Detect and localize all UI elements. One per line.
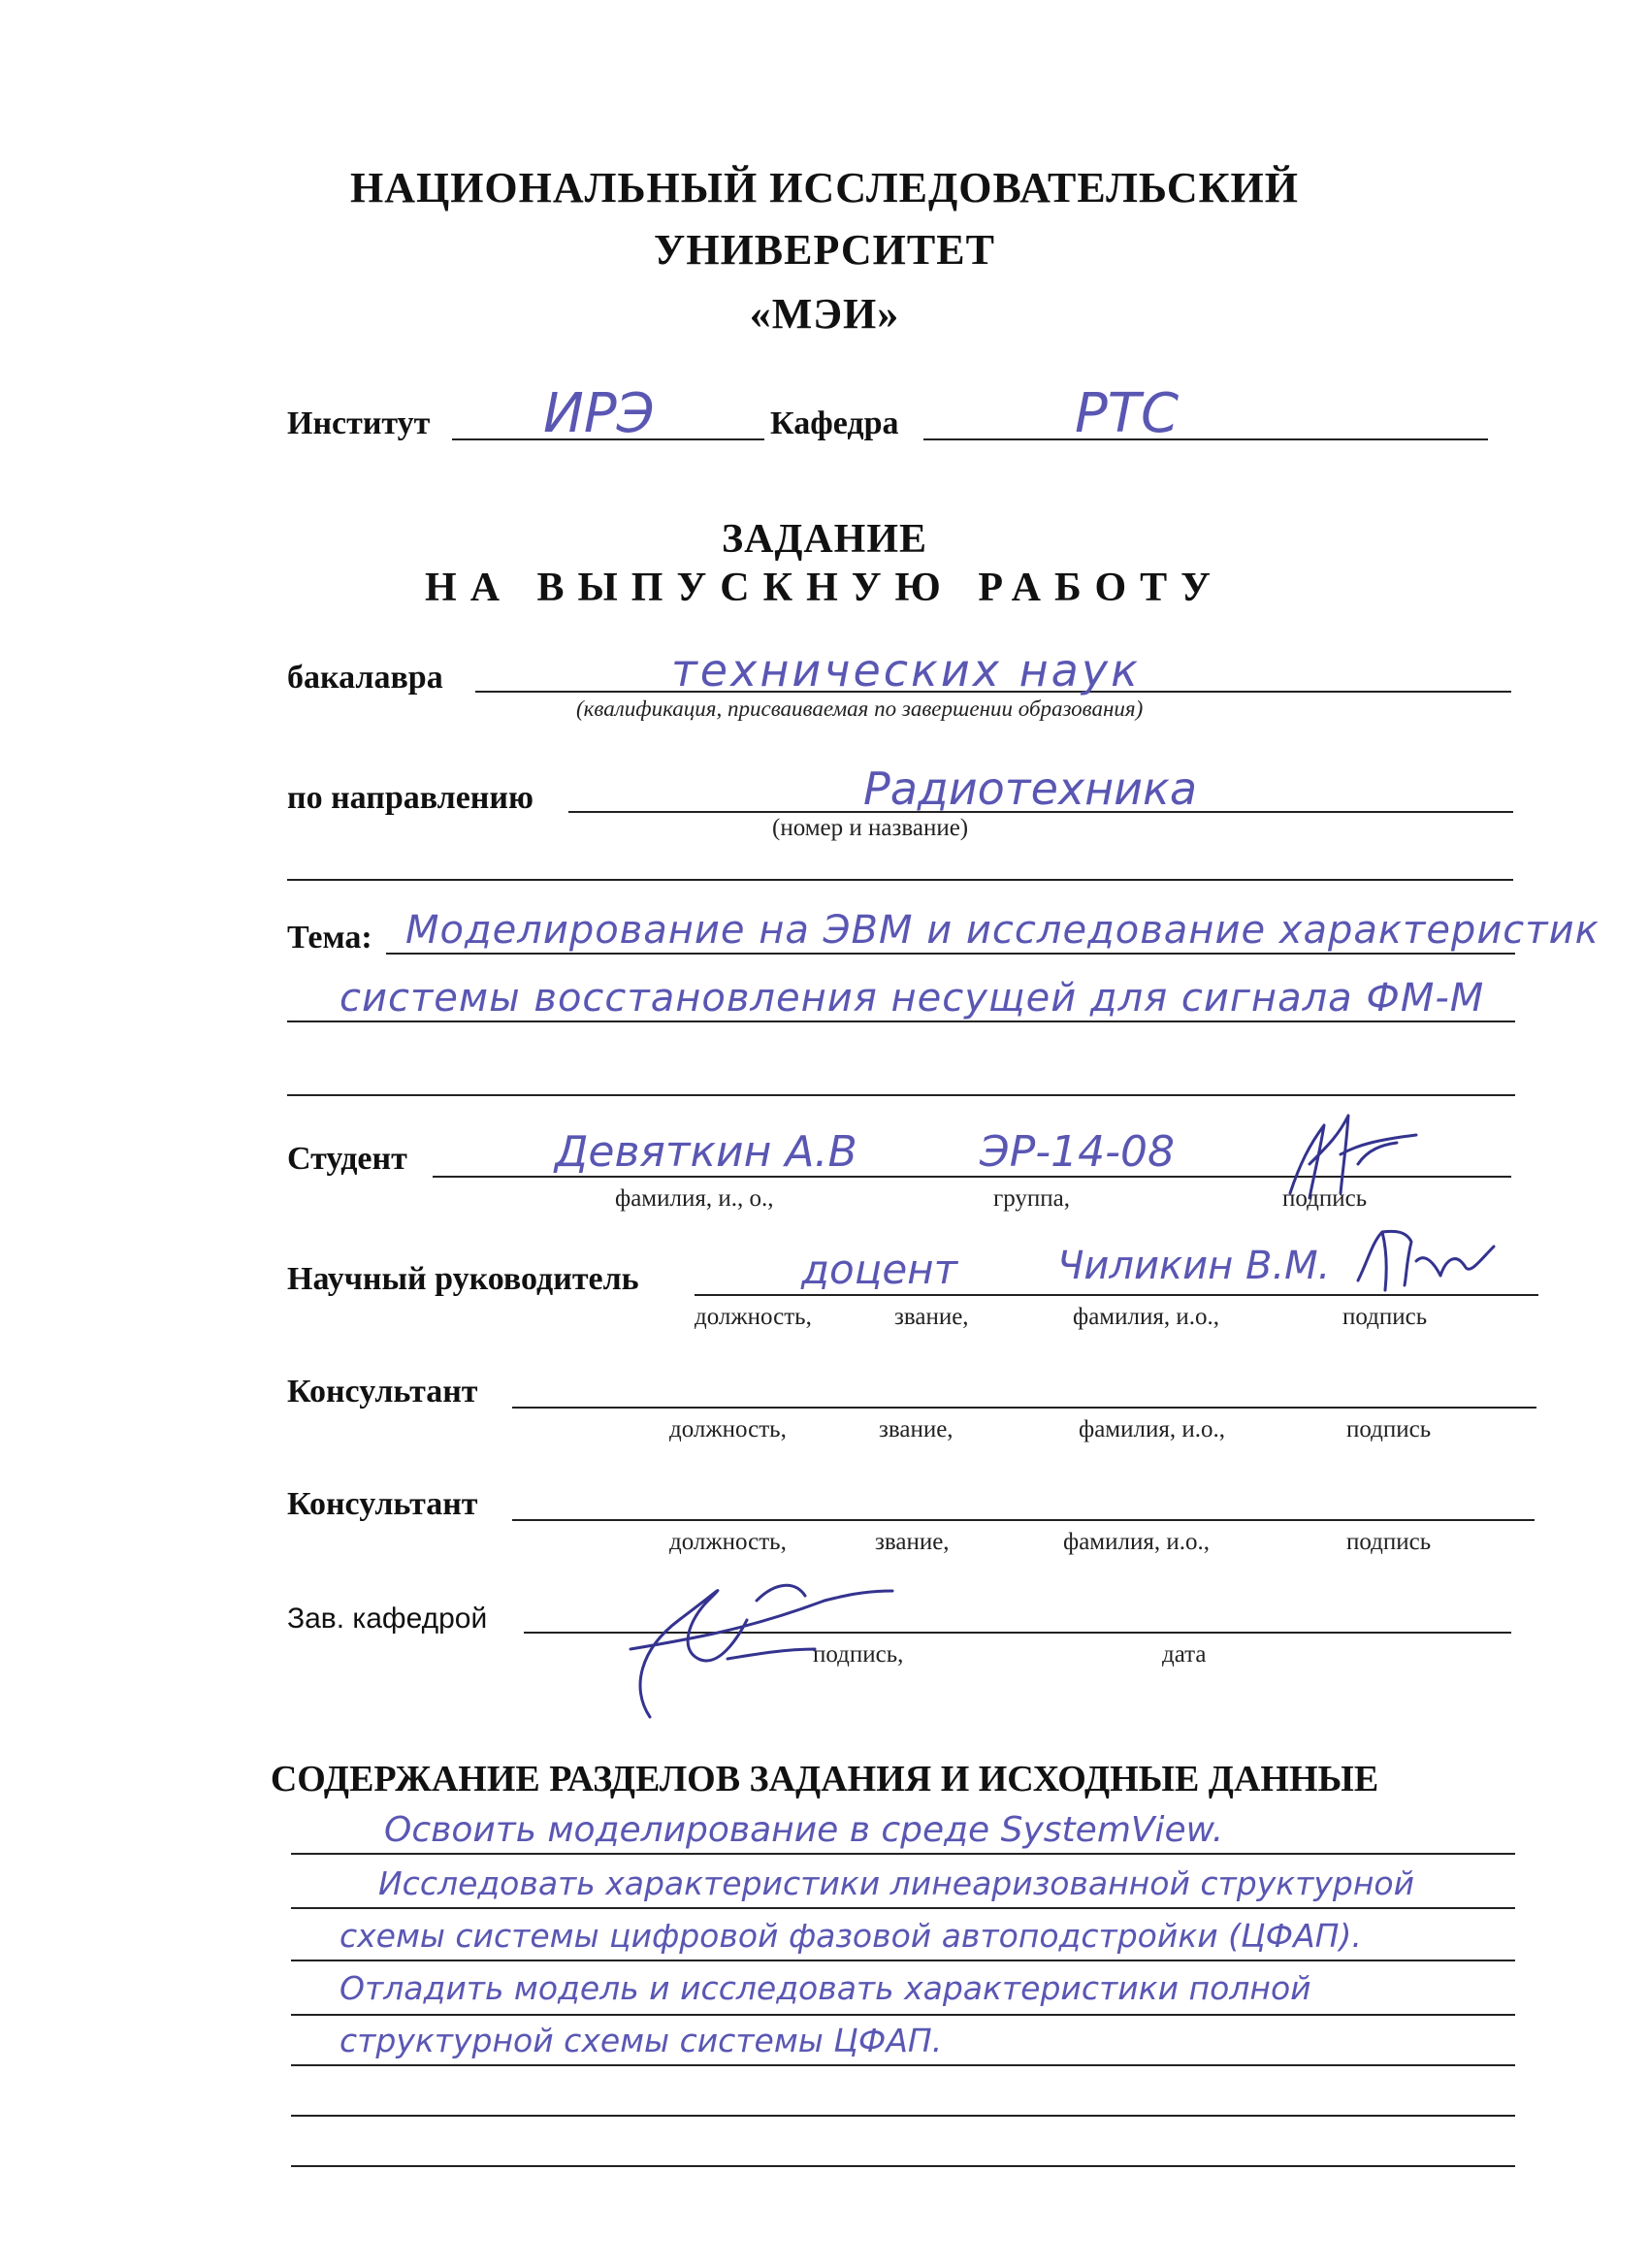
consultant1-caption-name: фамилия, и.о., xyxy=(1079,1416,1225,1442)
consultant1-caption-position: должность, xyxy=(669,1416,787,1442)
content-text-2: Исследовать характеристики линеаризованной структурной xyxy=(378,1864,1415,1902)
direction-caption: (номер и название) xyxy=(772,815,969,841)
consultant2-underline xyxy=(512,1519,1535,1521)
student-caption-sign: подпись xyxy=(1282,1185,1368,1212)
consultant2-caption-position: должность, xyxy=(669,1529,787,1555)
supervisor-position: доцент xyxy=(801,1246,958,1293)
bachelor-label: бакалавра xyxy=(287,660,443,696)
consultant1-caption-sign: подпись xyxy=(1346,1416,1432,1442)
consultant2-caption-sign: подпись xyxy=(1346,1529,1432,1555)
content-title: СОДЕРЖАНИЕ РАЗДЕЛОВ ЗАДАНИЯ И ИСХОДНЫЕ ДАННЫЕ xyxy=(270,1759,1379,1799)
university-abbr: «МЭИ» xyxy=(749,290,900,338)
university-name: НАЦИОНАЛЬНЫЙ ИССЛЕДОВАТЕЛЬСКИЙ xyxy=(349,164,1300,211)
topic-line-1: Моделирование на ЭВМ и исследование характеристик xyxy=(405,908,1600,953)
student-caption-name: фамилия, и., о., xyxy=(615,1185,774,1212)
consultant1-underline xyxy=(512,1407,1536,1409)
content-text-5: структурной схемы системы ЦФАП. xyxy=(340,2022,943,2059)
department-value: РТС xyxy=(1075,382,1180,445)
consultant1-caption-rank: звание, xyxy=(879,1416,954,1442)
direction-extra-line xyxy=(287,879,1513,881)
content-text-3: схемы системы цифровой фазовой автоподстройки (ЦФАП). xyxy=(340,1917,1362,1955)
content-line-2 xyxy=(291,1907,1515,1909)
department-underline xyxy=(923,438,1488,440)
institute-label: Институт xyxy=(287,405,431,441)
head-caption-date: дата xyxy=(1162,1641,1207,1668)
direction-label: по направлению xyxy=(287,780,534,816)
direction-value: Радиотехника xyxy=(863,762,1198,815)
topic-line-2: системы восстановления несущей для сигнала ФМ-М xyxy=(340,976,1485,1021)
supervisor-label: Научный руководитель xyxy=(287,1261,639,1297)
assignment-title: ЗАДАНИЕ xyxy=(721,517,928,562)
supervisor-signature xyxy=(1348,1222,1513,1300)
content-text-4: Отладить модель и исследовать характеристики полной xyxy=(340,1969,1311,2007)
bachelor-caption: (квалификация, присваиваемая по завершении образования) xyxy=(576,697,1144,721)
content-line-6 xyxy=(291,2115,1515,2117)
topic-label: Тема: xyxy=(287,920,372,956)
topic-underline-3 xyxy=(287,1094,1515,1096)
student-name: Девяткин А.В xyxy=(555,1127,857,1177)
department-label: Кафедра xyxy=(770,405,899,441)
supervisor-name: Чиликин В.М. xyxy=(1057,1244,1331,1288)
assignment-subtitle: НА ВЫПУСКНУЮ РАБОТУ xyxy=(425,566,1224,610)
content-line-3 xyxy=(291,1960,1515,1961)
supervisor-caption-sign: подпись xyxy=(1342,1304,1428,1330)
content-text-1: Освоить моделирование в среде SystemView. xyxy=(384,1810,1224,1850)
university-word: УНИВЕРСИТЕТ xyxy=(654,226,995,274)
student-group: ЭР-14-08 xyxy=(980,1127,1175,1177)
institute-value: ИРЭ xyxy=(543,382,655,445)
consultant1-label: Консультант xyxy=(287,1374,478,1409)
consultant2-caption-name: фамилия, и.о., xyxy=(1063,1529,1210,1555)
content-line-1 xyxy=(291,1853,1515,1855)
head-label: Зав. кафедрой xyxy=(287,1603,488,1635)
content-line-5 xyxy=(291,2064,1515,2066)
student-caption-group: группа, xyxy=(993,1185,1071,1212)
topic-underline-1 xyxy=(386,953,1515,955)
supervisor-caption-rank: звание, xyxy=(894,1304,969,1330)
content-line-4 xyxy=(291,2014,1515,2016)
content-line-7 xyxy=(291,2165,1515,2167)
consultant2-caption-rank: звание, xyxy=(875,1529,950,1555)
student-label: Студент xyxy=(287,1141,407,1177)
bachelor-value: технических наук xyxy=(671,644,1141,697)
supervisor-caption-name: фамилия, и.о., xyxy=(1073,1304,1219,1330)
head-caption-sign: подпись, xyxy=(813,1641,904,1668)
consultant2-label: Консультант xyxy=(287,1486,478,1522)
supervisor-caption-position: должность, xyxy=(695,1304,812,1330)
topic-underline-2 xyxy=(287,1021,1515,1022)
